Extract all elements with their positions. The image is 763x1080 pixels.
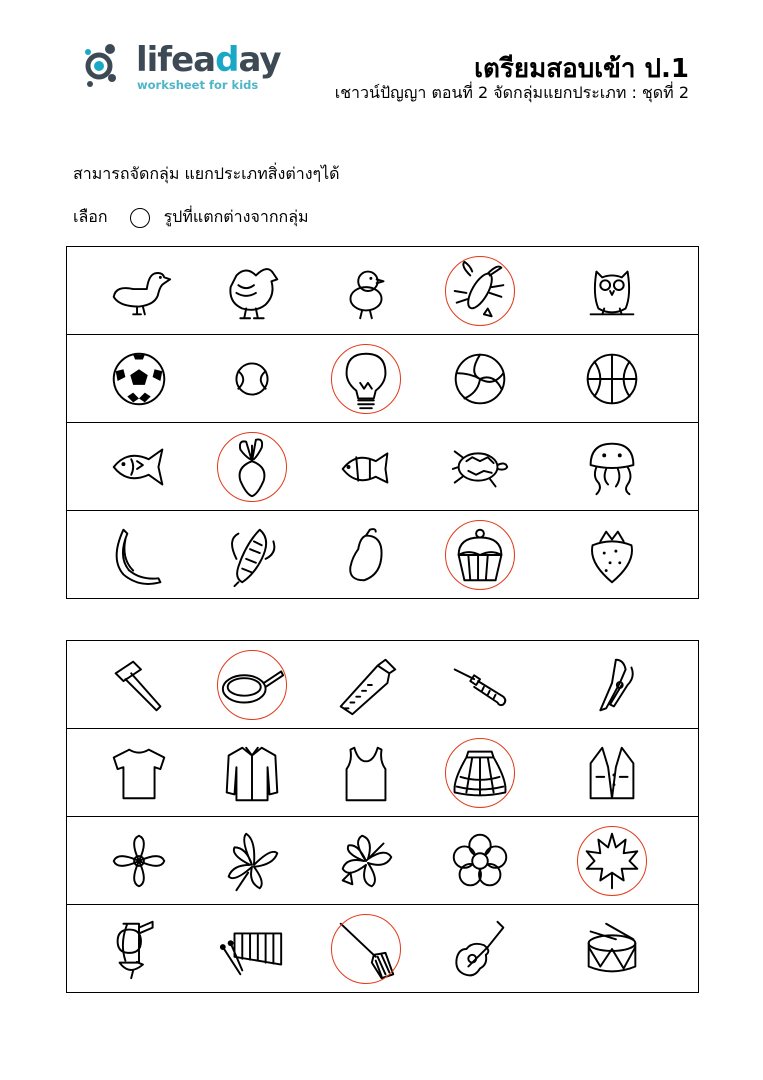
selected-answer-broom[interactable] (327, 905, 405, 992)
answer-option-saw[interactable] (327, 641, 405, 728)
answer-option-hammer[interactable] (100, 641, 178, 728)
tennis-ball-icon (217, 344, 287, 414)
answer-option-five-petal-flower[interactable] (441, 817, 519, 904)
turtle-icon (445, 432, 515, 502)
brand-tagline: worksheet for kids (137, 78, 259, 92)
answer-option-xylophone[interactable] (213, 905, 291, 992)
answer-option-pliers[interactable] (573, 641, 651, 728)
answer-option-sakura-flower[interactable] (100, 817, 178, 904)
volleyball-icon (445, 344, 515, 414)
clownfish-icon (331, 432, 401, 502)
maple-leaf-icon (577, 826, 647, 896)
choose-prefix: เลือก (73, 207, 108, 226)
drum-icon (577, 914, 647, 984)
worksheet-block-1 (66, 246, 699, 599)
skirt-icon (445, 738, 515, 808)
answer-option-banana[interactable] (100, 511, 178, 598)
guitar-icon (445, 914, 515, 984)
selected-answer-light-bulb[interactable] (327, 335, 405, 422)
choose-suffix: รูปที่แตกต่างจากกลุ่ม (163, 207, 309, 226)
selected-answer-skirt[interactable] (441, 729, 519, 816)
answer-option-t-shirt[interactable] (100, 729, 178, 816)
answer-option-tank-top[interactable] (327, 729, 405, 816)
answer-option-turtle[interactable] (441, 423, 519, 510)
broom-icon (331, 914, 401, 984)
question-row (67, 511, 698, 598)
lily-flower-icon (217, 826, 287, 896)
frying-pan-icon (217, 650, 287, 720)
screwdriver-icon (445, 650, 515, 720)
selected-answer-maple-leaf[interactable] (573, 817, 651, 904)
trumpet-icon (104, 914, 174, 984)
brand-logo (82, 40, 281, 96)
answer-option-corn[interactable] (213, 511, 291, 598)
answer-option-hen[interactable] (213, 247, 291, 334)
question-row (67, 335, 698, 423)
question-row (67, 817, 698, 905)
pliers-icon (577, 650, 647, 720)
answer-option-tennis-ball[interactable] (213, 335, 291, 422)
corn-icon (217, 520, 287, 590)
answer-option-duck[interactable] (100, 247, 178, 334)
selected-answer-frying-pan[interactable] (213, 641, 291, 728)
page-title: เตรียมสอบเข้า ป.1 (474, 54, 689, 84)
cupcake-icon (445, 520, 515, 590)
answer-option-strawberry[interactable] (573, 511, 651, 598)
answer-option-guitar[interactable] (441, 905, 519, 992)
answer-option-owl[interactable] (573, 247, 651, 334)
logo-molecule-icon (82, 40, 134, 92)
sakura-flower-icon (104, 826, 174, 896)
answer-option-volleyball[interactable] (441, 335, 519, 422)
soccer-ball-icon (104, 344, 174, 414)
hen-icon (217, 256, 287, 326)
question-row (67, 423, 698, 511)
lobster-icon (445, 256, 515, 326)
hammer-icon (104, 650, 174, 720)
light-bulb-icon (331, 344, 401, 414)
vest-icon (577, 738, 647, 808)
answer-option-vest[interactable] (573, 729, 651, 816)
answer-option-mango[interactable] (327, 511, 405, 598)
answer-option-lily-flower[interactable] (213, 817, 291, 904)
selected-answer-beetroot[interactable] (213, 423, 291, 510)
answer-option-drum[interactable] (573, 905, 651, 992)
selected-answer-cupcake[interactable] (441, 511, 519, 598)
answer-option-soccer-ball[interactable] (100, 335, 178, 422)
question-row (67, 905, 698, 992)
question-row (67, 729, 698, 817)
answer-option-fish[interactable] (100, 423, 178, 510)
brand-name: lifeaday (136, 40, 281, 80)
question-row (67, 641, 698, 729)
basketball-icon (577, 344, 647, 414)
choose-instruction (73, 205, 309, 230)
jellyfish-icon (577, 432, 647, 502)
strawberry-icon (577, 520, 647, 590)
tank-top-icon (331, 738, 401, 808)
answer-option-shirt[interactable] (213, 729, 291, 816)
answer-option-screwdriver[interactable] (441, 641, 519, 728)
duck-icon (104, 256, 174, 326)
answer-option-jellyfish[interactable] (573, 423, 651, 510)
worksheet-block-2 (66, 640, 699, 993)
page-subtitle: เชาวน์ปัญญา ตอนที่ 2 จัดกลุ่มแยกประเภท : ชุดที่ 2 (334, 83, 689, 102)
beetroot-icon (217, 432, 287, 502)
chick-icon (331, 256, 401, 326)
shirt-icon (217, 738, 287, 808)
mango-icon (331, 520, 401, 590)
selected-answer-lobster[interactable] (441, 247, 519, 334)
question-row (67, 247, 698, 335)
fish-icon (104, 432, 174, 502)
answer-option-chick[interactable] (327, 247, 405, 334)
xylophone-icon (217, 914, 287, 984)
banana-icon (104, 520, 174, 590)
circle-symbol-icon (130, 208, 150, 228)
five-petal-flower-icon (445, 826, 515, 896)
hibiscus-flower-icon (331, 826, 401, 896)
answer-option-hibiscus-flower[interactable] (327, 817, 405, 904)
owl-icon (577, 256, 647, 326)
answer-option-trumpet[interactable] (100, 905, 178, 992)
saw-icon (331, 650, 401, 720)
answer-option-basketball[interactable] (573, 335, 651, 422)
instruction-text: สามารถจัดกลุ่ม แยกประเภทสิ่งต่างๆได้ (73, 164, 340, 183)
t-shirt-icon (104, 738, 174, 808)
answer-option-clownfish[interactable] (327, 423, 405, 510)
